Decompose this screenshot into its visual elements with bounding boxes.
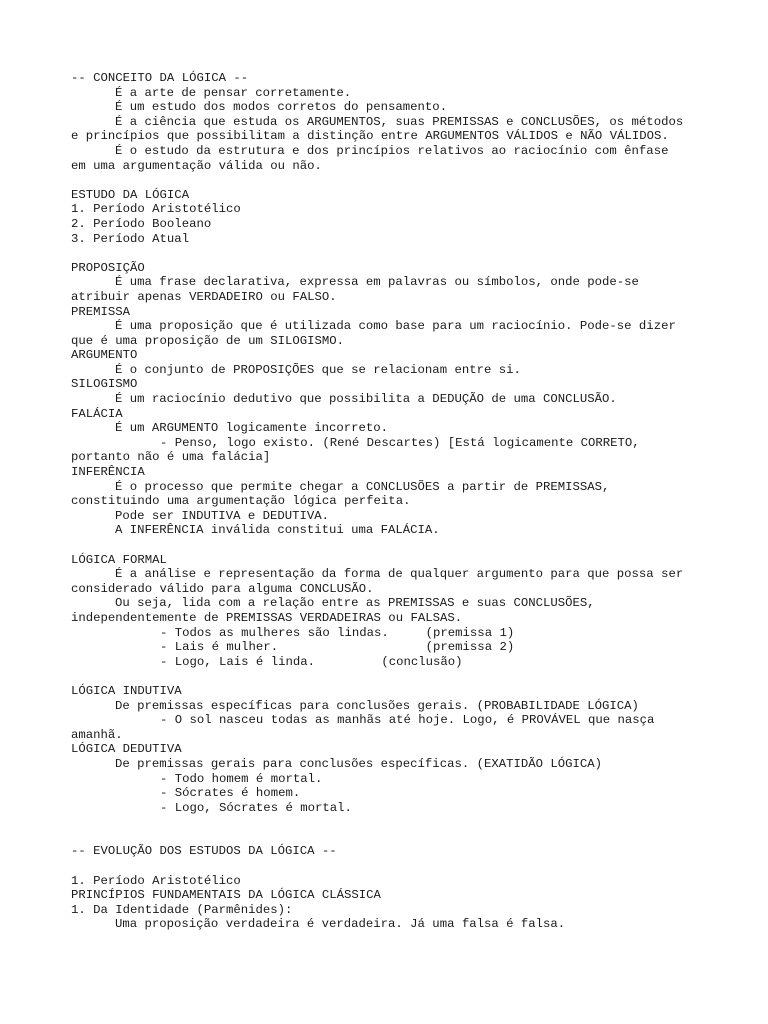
- text-line: Pode ser INDUTIVA e DEDUTIVA.: [115, 508, 330, 523]
- text-line: 1. Período Aristotélico: [71, 873, 241, 888]
- text-line: É o conjunto de PROPOSIÇÕES que se relacionam entre si.: [115, 362, 521, 377]
- text-line: 2. Período Booleano: [71, 216, 212, 231]
- text-line: É um raciocínio dedutivo que possibilita a DEDUÇÃO de uma CONCLUSÃO.: [115, 392, 617, 407]
- text-line: considerado válido para alguma CONCLUSÃO.: [71, 581, 374, 596]
- blank-line: [71, 538, 711, 553]
- text-line: SILOGISMO: [71, 377, 138, 392]
- text-line: independentemente de PREMISSAS VERDADEIRAS ou FALSAS.: [71, 610, 463, 625]
- text-line: É um estudo dos modos corretos do pensamento.: [115, 100, 448, 115]
- text-line: É uma proposição que é utilizada como base para um raciocínio. Pode-se dizer: [115, 319, 676, 334]
- text-line: É a ciência que estuda os ARGUMENTOS, suas PREMISSAS e CONCLUSÕES, os métodos: [115, 114, 684, 129]
- blank-line: [71, 815, 711, 830]
- text-line: FALÁCIA: [71, 406, 123, 421]
- text-line: É a arte de pensar corretamente.: [115, 85, 352, 100]
- text-line: LÓGICA DEDUTIVA: [71, 742, 182, 757]
- blank-line: [71, 246, 711, 261]
- text-line: atribuir apenas VERDADEIRO ou FALSO.: [71, 289, 337, 304]
- text-line: De premissas específicas para conclusões gerais. (PROBABILIDADE LÓGICA): [115, 698, 639, 713]
- text-line: - Sócrates é homem.: [160, 786, 301, 801]
- text-line: -- CONCEITO DA LÓGICA --: [71, 71, 249, 85]
- text-line: amanhã.: [71, 727, 123, 742]
- document-page: [71, 71, 711, 932]
- text-line: É uma frase declarativa, expressa em palavras ou símbolos, onde pode-se: [115, 275, 639, 290]
- text-line: É o estudo da estrutura e dos princípios relativos ao raciocínio com ênfase: [115, 143, 669, 158]
- text-line: e princípios que possibilitam a distinção entre ARGUMENTOS VÁLIDOS e NÃO VÁLIDOS.: [71, 129, 669, 144]
- text-line: LÓGICA INDUTIVA: [71, 683, 182, 698]
- text-line: De premissas gerais para conclusões específicas. (EXATIDÃO LÓGICA): [115, 756, 603, 771]
- text-line: - O sol nasceu todas as manhãs até hoje. Logo, é PROVÁVEL que nasça: [160, 713, 655, 728]
- text-line: - Logo, Sócrates é mortal.: [160, 800, 352, 815]
- text-line: - Todos as mulheres são lindas. (premissa 1): [160, 625, 515, 640]
- text-line: 1. Período Aristotélico: [71, 202, 241, 217]
- blank-line: [71, 859, 711, 874]
- text-line: -- EVOLUÇÃO DOS ESTUDOS DA LÓGICA --: [71, 844, 337, 859]
- text-line: - Logo, Lais é linda. (conclusão): [160, 654, 463, 669]
- text-line: constituindo uma argumentação lógica perfeita.: [71, 494, 411, 509]
- blank-line: [71, 830, 711, 845]
- text-line: que é uma proposição de um SILOGISMO.: [71, 333, 345, 348]
- text-line: ESTUDO DA LÓGICA: [71, 187, 190, 202]
- text-line: É a análise e representação da forma de qualquer argumento para que possa ser: [115, 567, 684, 582]
- text-line: ARGUMENTO: [71, 348, 138, 363]
- text-line: 1. Da Identidade (Parmênides):: [71, 902, 293, 917]
- text-line: PROPOSIÇÃO: [71, 260, 145, 275]
- text-line: É um ARGUMENTO logicamente incorreto.: [115, 421, 389, 436]
- text-line: PRINCÍPIOS FUNDAMENTAIS DA LÓGICA CLÁSSICA: [71, 888, 381, 903]
- text-line: - Penso, logo existo. (René Descartes) [Está logicamente CORRETO,: [160, 435, 640, 450]
- text-line: INFERÊNCIA: [71, 465, 145, 480]
- text-line: Uma proposição verdadeira é verdadeira. Já uma falsa é falsa.: [115, 917, 566, 932]
- text-line: LÓGICA FORMAL: [71, 552, 167, 567]
- text-line: portanto não é uma falácia]: [71, 450, 271, 465]
- blank-line: [71, 669, 711, 684]
- text-line: 3. Período Atual: [71, 231, 190, 246]
- text-line: É o processo que permite chegar a CONCLUSÕES a partir de PREMISSAS,: [115, 479, 610, 494]
- text-line: em uma argumentação válida ou não.: [71, 158, 322, 173]
- text-line: PREMISSA: [71, 304, 131, 319]
- text-line: Ou seja, lida com a relação entre as PREMISSAS e suas CONCLUSÕES,: [115, 596, 595, 611]
- text-line: - Todo homem é mortal.: [160, 771, 323, 786]
- blank-line: [71, 173, 711, 188]
- text-line: - Lais é mulher. (premissa 2): [160, 640, 515, 655]
- text-line: A INFERÊNCIA inválida constitui uma FALÁCIA.: [115, 523, 440, 538]
